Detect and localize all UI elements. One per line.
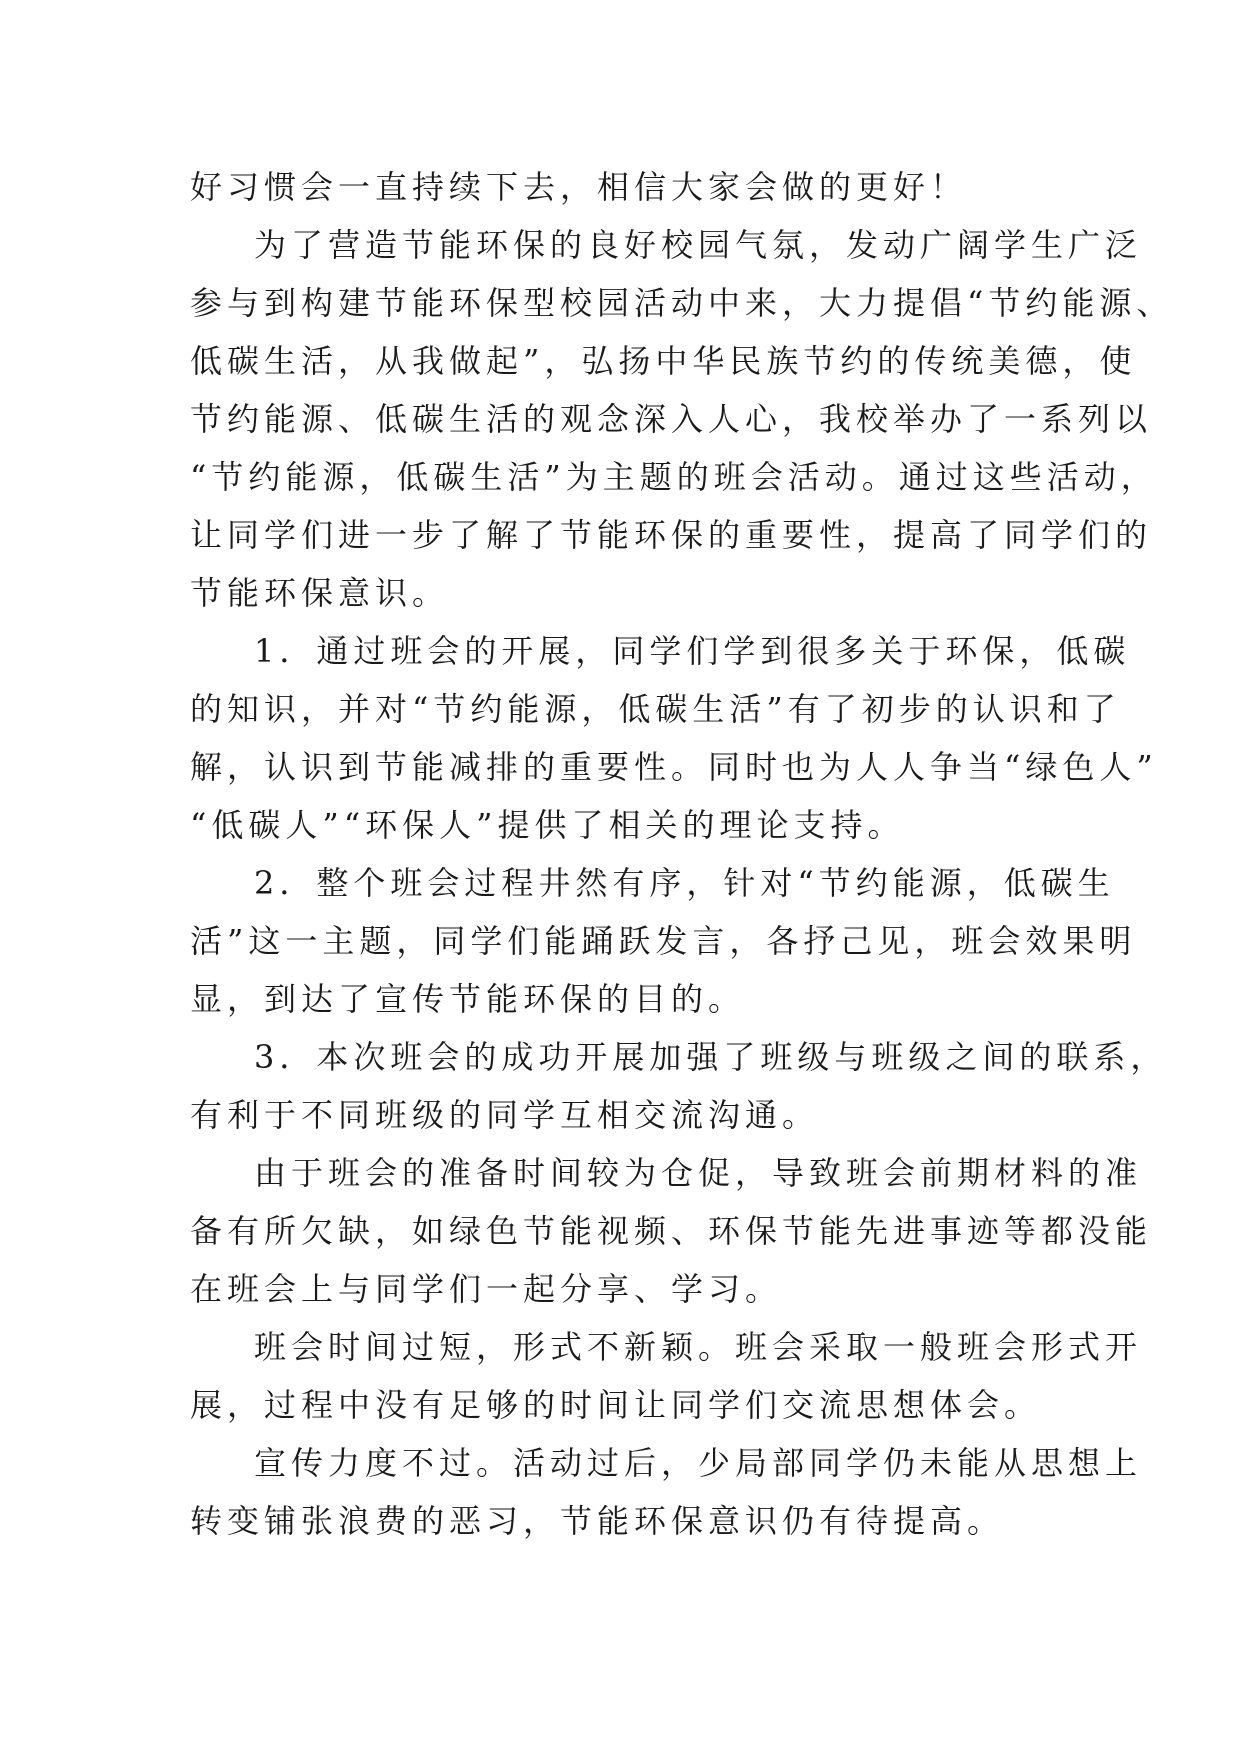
text-line: 班会时间过短，形式不新颖。班会采取一般班会形式开 bbox=[254, 1328, 1143, 1366]
text-line: 展，过程中没有足够的时间让同学们交流思想体会。 bbox=[190, 1386, 1042, 1424]
text-line: 好习惯会一直持续下去，相信大家会做的更好！ bbox=[190, 168, 968, 206]
paragraph-6 bbox=[190, 1144, 1153, 1318]
text-line: 3．本次班会的成功开展加强了班级与班级之间的联系， bbox=[254, 1038, 1168, 1076]
text-line: 由于班会的准备时间较为仓促，导致班会前期材料的准 bbox=[254, 1154, 1143, 1192]
text-line: “低碳人”“环保人”提供了相关的理论支持。 bbox=[190, 806, 905, 844]
text-line: 活”这一主题，同学们能踊跃发言，各抒己见，班会效果明 bbox=[190, 922, 1137, 960]
text-line: 解，认识到节能减排的重要性。同时也为人人争当“绿色人” bbox=[190, 748, 1158, 786]
text-line: 让同学们进一步了解了节能环保的重要性，提高了同学们的 bbox=[190, 516, 1153, 554]
text-line: 2．整个班会过程井然有序，针对“节约能源，低碳生 bbox=[254, 864, 1115, 902]
text-line: 在班会上与同学们一起分享、学习。 bbox=[190, 1270, 783, 1308]
text-line: 节约能源、低碳生活的观念深入人心，我校举办了一系列以 bbox=[190, 400, 1153, 438]
text-line: 显，到达了宣传节能环保的目的。 bbox=[190, 980, 746, 1018]
paragraph-4 bbox=[190, 854, 1137, 1028]
text-line: 的知识，并对“节约能源，低碳生活”有了初步的认识和了 bbox=[190, 690, 1121, 728]
paragraph-7 bbox=[190, 1318, 1143, 1434]
text-line: 1．通过班会的开展，同学们学到很多关于环保，低碳 bbox=[254, 632, 1131, 670]
text-line: 参与到构建节能环保型校园活动中来，大力提倡“节约能源、 bbox=[190, 284, 1174, 322]
paragraph-5 bbox=[190, 1028, 1168, 1144]
text-line: “节约能源，低碳生活”为主题的班会活动。通过这些活动， bbox=[190, 458, 1158, 496]
text-line: 宣传力度不过。活动过后，少局部同学仍未能从思想上 bbox=[254, 1444, 1143, 1482]
text-line: 为了营造节能环保的良好校园气氛，发动广阔学生广泛 bbox=[254, 226, 1143, 264]
document-body bbox=[190, 158, 1174, 1550]
paragraph-8 bbox=[190, 1434, 1143, 1550]
paragraph-3 bbox=[190, 622, 1158, 854]
text-line: 节能环保意识。 bbox=[190, 574, 450, 612]
text-line: 低碳生活，从我做起”，弘扬中华民族节约的传统美德，使 bbox=[190, 342, 1137, 380]
paragraph-1 bbox=[190, 158, 1070, 216]
text-line: 有利于不同班级的同学互相交流沟通。 bbox=[190, 1096, 820, 1134]
text-line: 转变铺张浪费的恶习，节能环保意识仍有待提高。 bbox=[190, 1502, 1005, 1540]
text-line: 备有所欠缺，如绿色节能视频、环保节能先进事迹等都没能 bbox=[190, 1212, 1153, 1250]
paragraph-2 bbox=[190, 216, 1174, 622]
